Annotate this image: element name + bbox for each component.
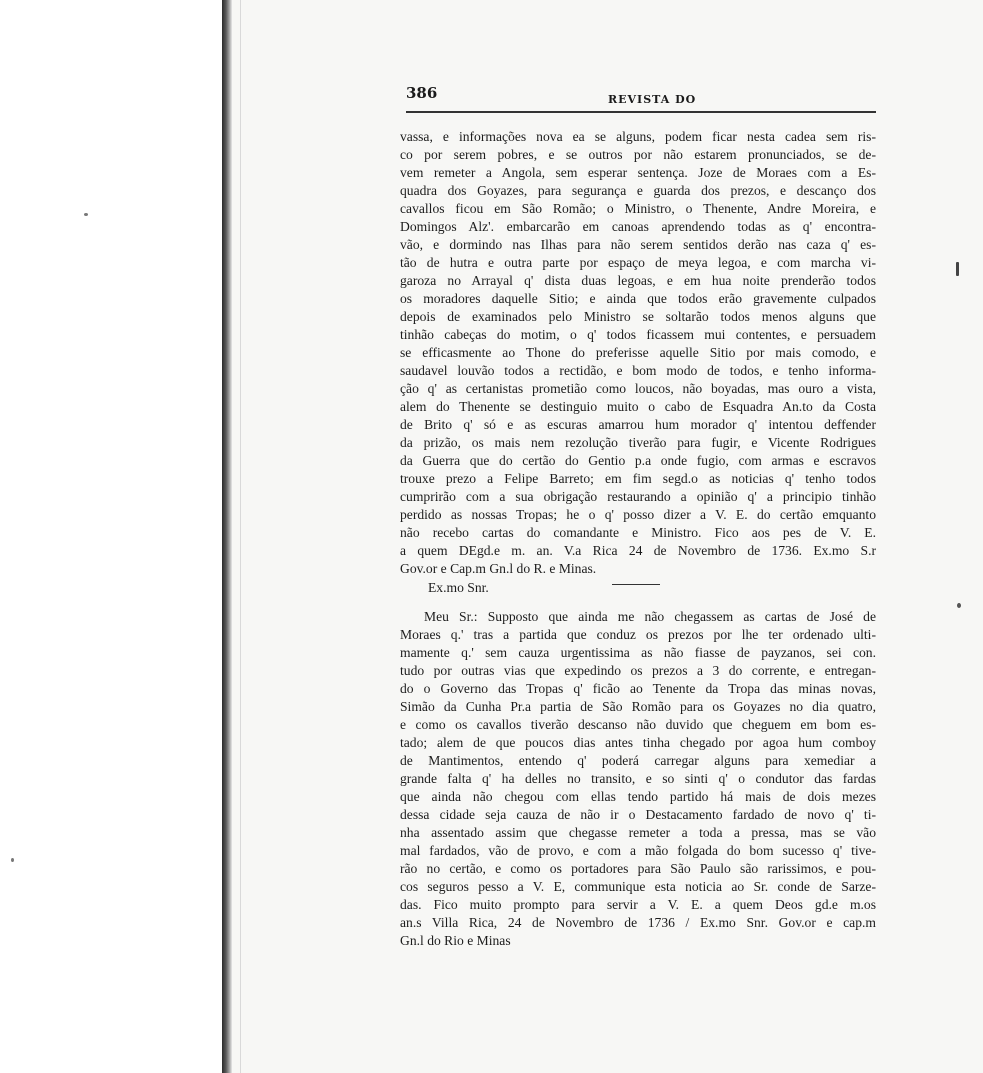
text-line: Domingos Alz'. embarcarão em canoas aprendendo todas as q' encontra- xyxy=(400,219,876,234)
letter-1-body xyxy=(400,128,876,578)
text-line: vassa, e informações nova ea se alguns, podem ficar nesta cadea sem ris- xyxy=(400,129,876,144)
text-line: garoza no Arrayal q' dista duas legoas, e em hua noite prenderão todos xyxy=(400,273,876,288)
scan-speck xyxy=(956,262,959,276)
text-line: alem do Thenente se destinguio muito o cabo de Esquadra An.to da Costa xyxy=(400,399,876,414)
text-line: tão de hutra e outra parte por espaço de meya legoa, e com marcha vi- xyxy=(400,255,876,270)
text-line: a quem DEgd.e m. an. V.a Rica 24 de Novembro de 1736. Ex.mo S.r xyxy=(400,543,876,558)
blank-facing-page xyxy=(0,0,226,1073)
text-line: das. Fico muito prompto para servir a V. E. a quem Deos gd.e m.os xyxy=(400,897,876,912)
text-line: se efficasmente ao Thone do preferisse aquelle Sitio por mais comodo, e xyxy=(400,345,876,360)
text-line: tado; alem de que poucos dias antes tinha chegado por agoa hum comboy xyxy=(400,735,876,750)
gutter-line xyxy=(240,0,241,1073)
salutation: Ex.mo Snr. xyxy=(428,580,489,595)
text-line: dessa cidade seja cauza de não ir o Destacamento fardado de novo q' ti- xyxy=(400,807,876,822)
text-line: perdido as nossas Tropas; he o q' posso dizer a V. E. do certão emquanto xyxy=(400,507,876,522)
text-line: Gn.l do Rio e Minas xyxy=(400,933,511,948)
text-line: cumprirão com a sua obrigação restaurando a opinião q' a principio tinhão xyxy=(400,489,876,504)
text-line: mal fardados, vão de provo, e com a mão folgada do bom sucesso q' tive- xyxy=(400,843,876,858)
text-line: grande falta q' ha delles no transito, e so sinti q' o condutor das fardas xyxy=(400,771,876,786)
text-line: que ainda não chegou com ellas tendo partido há mais de dois mezes xyxy=(400,789,876,804)
text-line: cavallos ficou em São Romão; o Ministro, o Thenente, Andre Moreira, e xyxy=(400,201,876,216)
page-number: 386 xyxy=(406,84,438,102)
text-line: Meu Sr.: Supposto que ainda me não chegassem as cartas de José de xyxy=(424,609,876,624)
text-line: mamente q.' sem cauza urgentissima as não fiasse de payzanos, sei con. xyxy=(400,645,876,660)
text-line: não recebo cartas do comandante e Ministro. Fico aos pes de V. E. xyxy=(400,525,876,540)
scan-speck xyxy=(957,603,961,608)
text-line: tudo por outras vias que expedindo os prezos a 3 do corrente, e entregan- xyxy=(400,663,876,678)
text-line: Simão da Cunha Pr.a partia de São Romão para os Goyazes no dia quatro, xyxy=(400,699,876,714)
text-line: co por serem pobres, e se outros por não estarem pronunciados, se de- xyxy=(400,147,876,162)
header-rule xyxy=(406,111,876,113)
text-line: de Mantimentos, entendo q' poderá carregar alguns para xemediar a xyxy=(400,753,876,768)
text-line: saudavel louvão todos a rectidão, e bom modo de todos, e tenho informa- xyxy=(400,363,876,378)
text-line: Moraes q.' tras a partida que conduz os prezos por lhe ter ordenado ulti- xyxy=(400,627,876,642)
scan-speck xyxy=(11,858,14,862)
running-head: REVISTA DO xyxy=(608,93,697,106)
text-line: da Guerra que do certão do Gentio p.a onde fugio, com armas e escravos xyxy=(400,453,876,468)
text-line: vem remeter a Angola, sem esperar sentença. Joze de Moraes com a Es- xyxy=(400,165,876,180)
text-line: depois de examinados pelo Ministro se soltarão todos menos alguns que xyxy=(400,309,876,324)
page-header xyxy=(406,84,876,108)
letter-2-body xyxy=(400,608,876,950)
text-line: an.s Villa Rica, 24 de Novembro de 1736 / Ex.mo Snr. Gov.or e cap.m xyxy=(400,915,876,930)
section-divider xyxy=(612,584,660,585)
text-line: cos seguros pesso a V. E, communique esta noticia ao Sr. conde de Sarze- xyxy=(400,879,876,894)
text-line: quadra dos Goyazes, para segurança e guarda dos prezos, e descanço dos xyxy=(400,183,876,198)
text-line: Gov.or e Cap.m Gn.l do R. e Minas. xyxy=(400,561,597,576)
text-line: tinhão cabeças do motim, o q' todos ficassem mui contentes, e persuadem xyxy=(400,327,876,342)
text-line: e como os cavallos tiverão descanso não duvido que cheguem em bom es- xyxy=(400,717,876,732)
text-line: do o Governo das Tropas q' ficão ao Tenente da Tropa das minas novas, xyxy=(400,681,876,696)
text-line: vão, e dormindo nas Ilhas para não serem sentidos derão nas caza q' es- xyxy=(400,237,876,252)
text-line: os moradores daquelle Sitio; e ainda que todos erão gravemente culpados xyxy=(400,291,876,306)
text-line: trouxe prezo a Felipe Barreto; em fim segd.o as noticias q' tenho todos xyxy=(400,471,876,486)
text-line: ção q' as certanistas prometião como loucos, não boyadas, mas ouro a vista, xyxy=(400,381,876,396)
book-gutter-shadow xyxy=(222,0,232,1073)
text-line: nha assentado assim que chegasse remeter a toda a pressa, mas se vão xyxy=(400,825,876,840)
scan-speck xyxy=(84,213,88,216)
text-line: da prizão, os mais nem rezolução tiverão para fugir, e Vicente Rodrigues xyxy=(400,435,876,450)
text-line: de Brito q' só e as escuras amarrou hum morador q' intentou deffender xyxy=(400,417,876,432)
text-line: rão no certão, e como os portadores para São Paulo são rarissimos, e pou- xyxy=(400,861,876,876)
